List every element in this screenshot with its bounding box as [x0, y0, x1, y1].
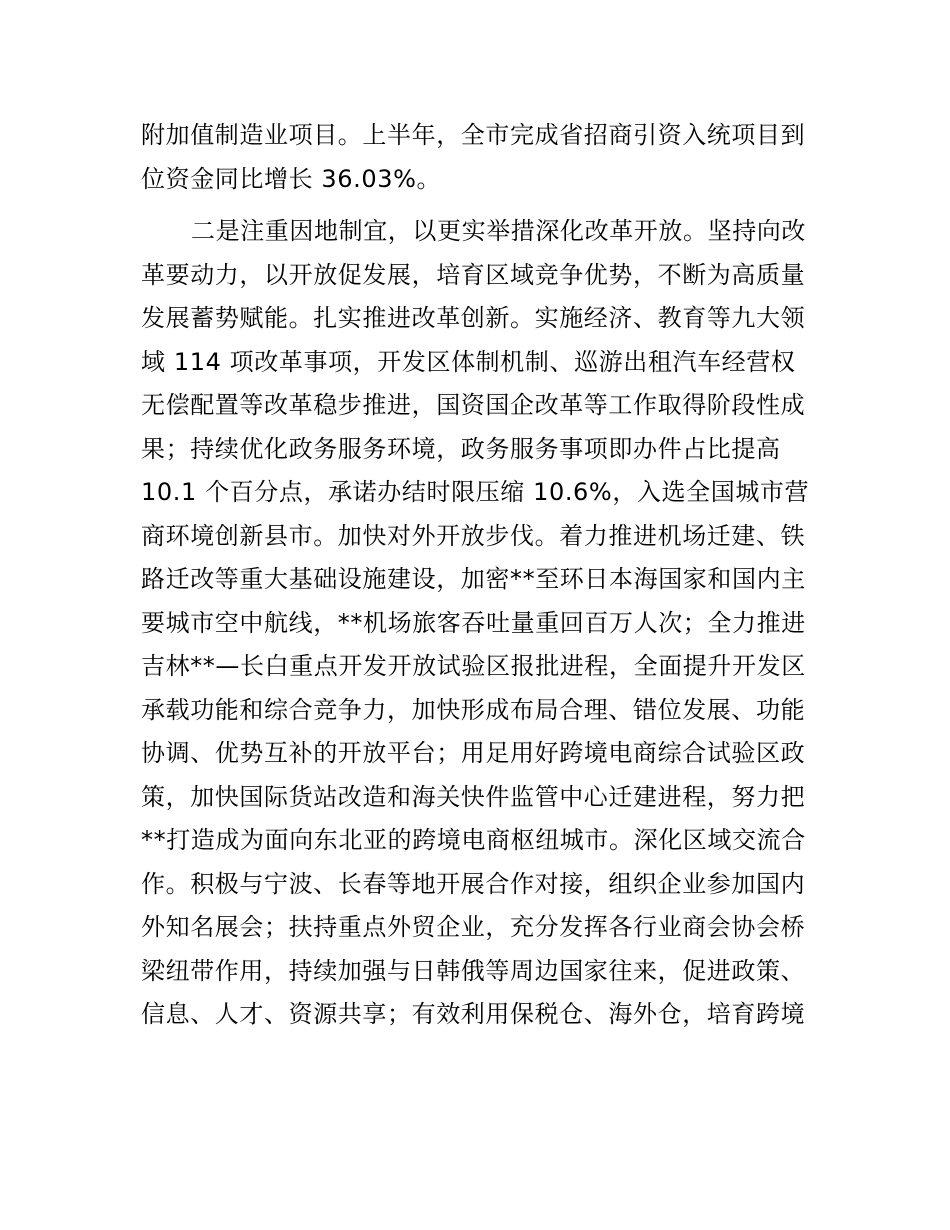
- text-line: 商环境创新县市。加快对外开放步伐。着力推进机场迁建、铁: [141, 521, 806, 550]
- text-line: 外知名展会；扶持重点外贸企业，充分发挥各行业商会协会桥: [141, 913, 806, 941]
- text-line: 附加值制造业项目。上半年，全市完成省招商引资入统项目到: [141, 121, 806, 149]
- paragraph-1: [141, 114, 821, 201]
- text-line: 要城市空中航线，**机场旅客吞吐量重回百万人次；全力推进: [141, 608, 806, 637]
- text-line: 信息、人才、资源共享；有效利用保税仓、海外仓，培育跨境: [141, 1000, 806, 1028]
- text-line: 梁纽带作用，持续加强与日韩俄等周边国家往来，促进政策、: [141, 956, 806, 985]
- text-line: 革要动力，以开放促发展，培育区域竞争优势，不断为高质量: [141, 260, 806, 289]
- text-line: 果；持续优化政务服务环境，政务服务事项即办件占比提高: [141, 434, 781, 463]
- body-text: [141, 114, 821, 1037]
- text-line: 策，加快国际货站改造和海关快件监管中心迁建进程，努力把: [141, 782, 806, 811]
- text-line: 10.1 个百分点，承诺办结时限压缩 10.6%，入选全国城市营: [141, 478, 810, 506]
- text-line: 协调、优势互补的开放平台；用足用好跨境电商综合试验区政: [141, 739, 806, 767]
- text-line: 路迁改等重大基础设施建设，加密**至环日本海国家和国内主: [141, 565, 806, 593]
- text-line: 位资金同比增长 36.03%。: [141, 164, 442, 193]
- text-line: 作。积极与宁波、长春等地开展合作对接，组织企业参加国内: [141, 869, 806, 898]
- text-line: 吉林**—长白重点开发开放试验区报批进程，全面提升开发区: [141, 652, 806, 680]
- text-line: 承载功能和综合竞争力，加快形成布局合理、错位发展、功能: [141, 695, 806, 724]
- text-line: 无偿配置等改革稳步推进，国资国企改革等工作取得阶段性成: [141, 391, 806, 419]
- text-line: **打造成为面向东北亚的跨境电商枢纽城市。深化区域交流合: [141, 826, 806, 854]
- paragraph-2: [141, 210, 821, 1037]
- text-line: 发展蓄势赋能。扎实推进改革创新。实施经济、教育等九大领: [141, 304, 806, 332]
- text-line: 域 114 项改革事项，开发区体制机制、巡游出租汽车经营权: [141, 347, 796, 376]
- text-line: 二是注重因地制宜，以更实举措深化改革开放。坚持向改: [191, 217, 806, 245]
